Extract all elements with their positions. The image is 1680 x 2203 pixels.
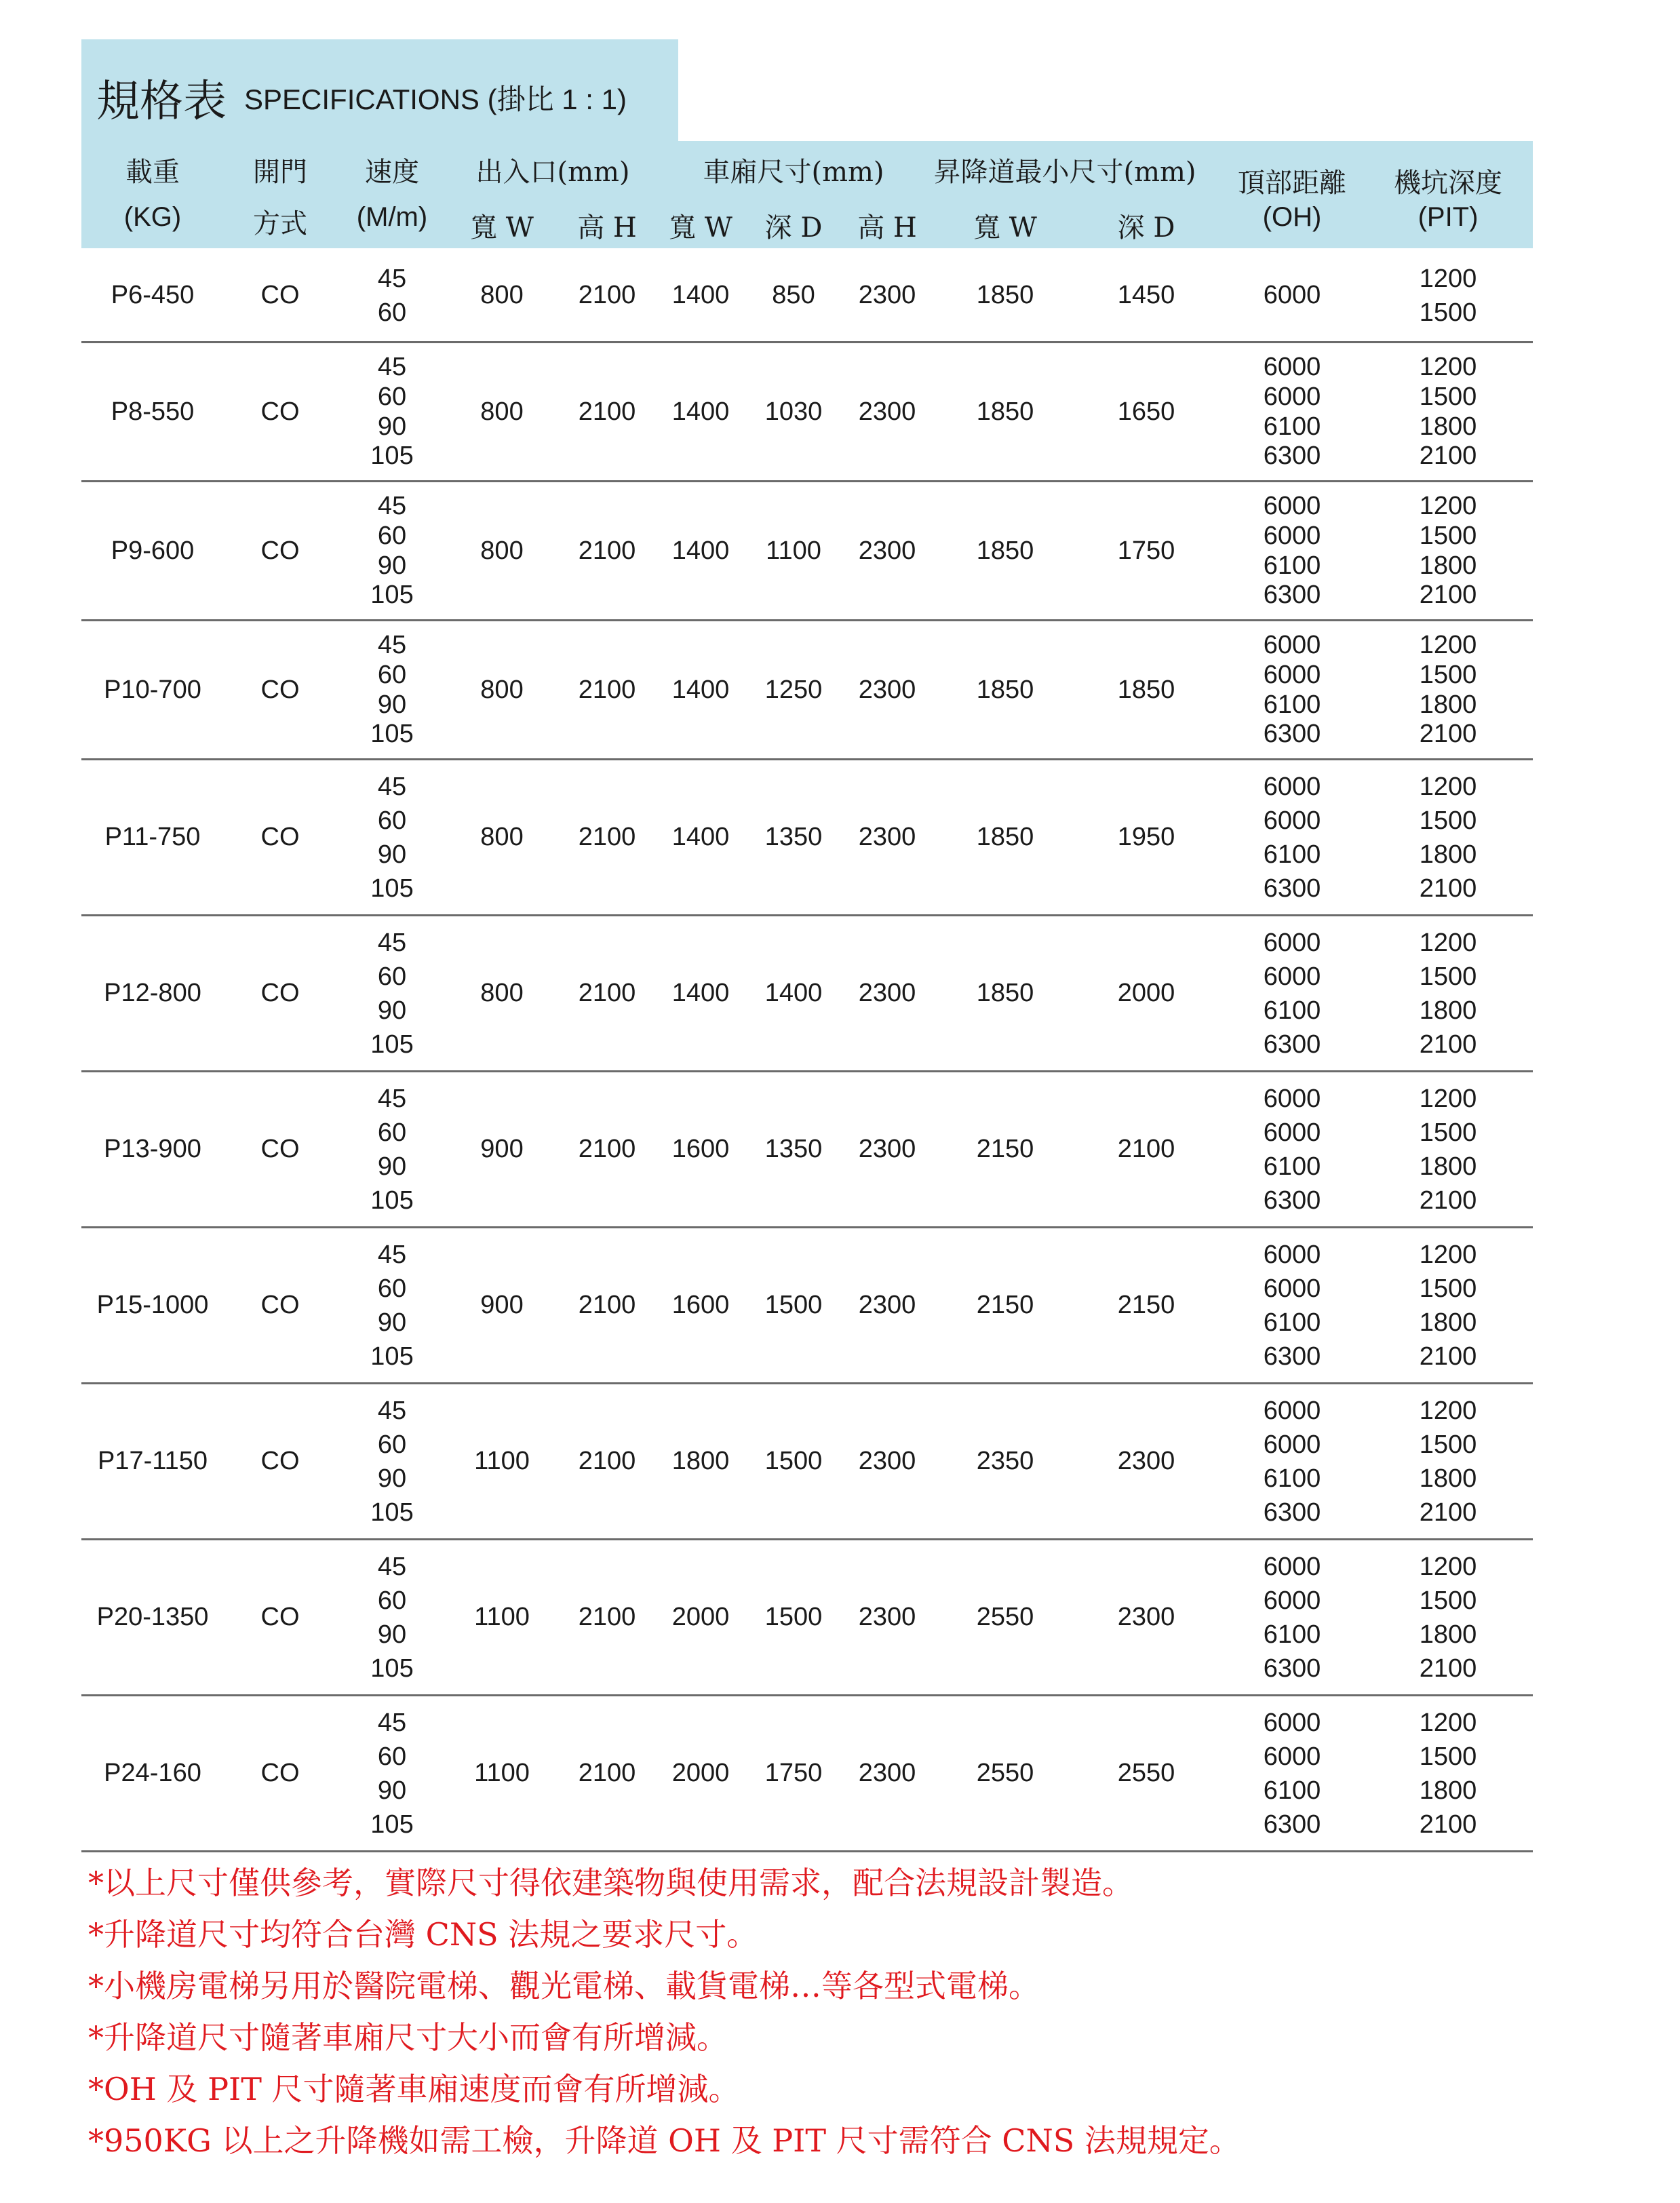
speed-list-value: 60 — [377, 298, 407, 327]
cell-model: P12-800 — [104, 979, 201, 1007]
row-divider — [81, 758, 1533, 760]
pit-list-value: 1500 — [1419, 298, 1477, 327]
oh-list-value: 6300 — [1263, 1030, 1321, 1059]
cell-carW: 1400 — [671, 823, 730, 851]
speed-list-value: 60 — [377, 962, 407, 991]
pit-list-value: 2100 — [1419, 581, 1477, 610]
oh-list-value: 6000 — [1263, 1241, 1321, 1269]
cell-hwW: 1850 — [976, 675, 1034, 704]
cell-hwW: 2150 — [976, 1135, 1034, 1163]
speed-list-value: 60 — [377, 1742, 407, 1771]
speed-list-value: 45 — [377, 1553, 407, 1581]
oh-list-value: 6000 — [1263, 631, 1321, 659]
oh-list-value: 6000 — [1263, 1430, 1321, 1459]
cell-carD: 1750 — [764, 1759, 823, 1787]
speed-list-value: 90 — [377, 996, 407, 1025]
cell-hwW: 2350 — [976, 1447, 1034, 1475]
pit-list-value: 1200 — [1419, 631, 1477, 659]
row-divider — [81, 619, 1533, 621]
note-6: *950KG 以上之升降機如需工檢，升降道 OH 及 PIT 尺寸需符合 CNS 法規規定。 — [88, 2122, 1241, 2159]
cell-door: CO — [260, 397, 300, 426]
cell-carH: 2300 — [858, 397, 916, 426]
pit-list-value: 2100 — [1419, 720, 1477, 749]
cell-door: CO — [260, 1135, 300, 1163]
speed-list-value: 45 — [377, 631, 407, 659]
cell-entH: 2100 — [578, 675, 636, 704]
cell-model: P17-1150 — [98, 1447, 208, 1475]
oh-list-value: 6000 — [1263, 773, 1321, 801]
cell-hwW: 1850 — [976, 536, 1034, 565]
cell-carW: 2000 — [671, 1603, 730, 1631]
speed-list-value: 45 — [377, 773, 407, 801]
speed-list-value: 105 — [370, 720, 414, 749]
cell-carW: 1800 — [671, 1447, 730, 1475]
speed-list-value: 105 — [370, 874, 414, 903]
pit-list-value: 1200 — [1419, 773, 1477, 801]
page-title: 規格表 — [96, 77, 227, 127]
cell-entH: 2100 — [578, 823, 636, 851]
note-1: *以上尺寸僅供參考，實際尺寸得依建築物與使用需求，配合法規設計製造。 — [88, 1865, 1133, 1901]
speed-list-value: 60 — [377, 1586, 407, 1615]
pit-list — [1420, 1082, 1477, 1217]
pit-list-value: 1200 — [1419, 492, 1477, 520]
cell-carH: 2300 — [858, 675, 916, 704]
header-door-2: 方式 — [253, 208, 307, 239]
cell-carD: 1250 — [764, 675, 823, 704]
cell-door: CO — [260, 823, 300, 851]
pit-list — [1420, 353, 1477, 471]
header-car-d: 深 D — [764, 212, 823, 243]
oh-list-value: 6000 — [1263, 492, 1321, 520]
cell-carD: 1500 — [764, 1447, 823, 1475]
cell-model: P15-1000 — [96, 1291, 209, 1319]
oh-list-value: 6000 — [1263, 382, 1321, 411]
pit-list-value: 1800 — [1419, 996, 1477, 1025]
speed-list-value: 105 — [370, 1654, 414, 1683]
oh-list-value: 6000 — [1263, 1742, 1321, 1771]
oh-list-value: 6000 — [1263, 1085, 1321, 1113]
pit-list — [1420, 770, 1477, 905]
pit-list-value: 1200 — [1419, 264, 1477, 293]
cell-entW: 900 — [480, 1135, 524, 1163]
cell-carH: 2300 — [858, 536, 916, 565]
pit-list — [1420, 492, 1477, 610]
row-divider — [81, 1226, 1533, 1228]
pit-list — [1420, 1394, 1477, 1529]
pit-list — [1420, 262, 1477, 330]
cell-entW: 1100 — [474, 1759, 530, 1787]
pit-list-value: 1800 — [1419, 551, 1477, 580]
header-load: 載重 — [125, 157, 180, 188]
oh-list — [1264, 492, 1321, 610]
cell-entW: 800 — [480, 536, 524, 565]
header-pit: 機坑深度 — [1394, 168, 1502, 199]
speed-list-value: 105 — [370, 442, 414, 471]
cell-carH: 2300 — [858, 1135, 916, 1163]
row-divider — [81, 480, 1533, 482]
oh-list-value: 6100 — [1263, 1464, 1321, 1493]
oh-list-value: 6100 — [1263, 996, 1321, 1025]
speed-list-value: 60 — [377, 382, 407, 411]
speed-list-value: 45 — [377, 492, 407, 520]
cell-model: P8-550 — [111, 397, 195, 426]
row-divider — [81, 914, 1533, 916]
speed-list-value: 90 — [377, 1308, 407, 1337]
oh-list — [1264, 770, 1321, 905]
cell-hwW: 1850 — [976, 397, 1034, 426]
pit-list-value: 1200 — [1419, 1085, 1477, 1113]
pit-list — [1420, 1238, 1477, 1373]
oh-list-value: 6000 — [1263, 521, 1321, 550]
oh-list-value: 6100 — [1263, 1152, 1321, 1181]
cell-entH: 2100 — [578, 536, 636, 565]
speed-list — [370, 1706, 413, 1841]
cell-carW: 1400 — [671, 280, 730, 309]
oh-list-value: 6000 — [1263, 929, 1321, 957]
cell-hwW: 1850 — [976, 979, 1034, 1007]
oh-list-value: 6000 — [1263, 1586, 1321, 1615]
row-divider — [81, 1382, 1533, 1384]
table-header — [81, 141, 1533, 248]
pit-list-value: 1500 — [1419, 806, 1477, 835]
speed-list-value: 60 — [377, 1274, 407, 1303]
oh-list — [1264, 926, 1321, 1061]
header-speed: 速度 — [365, 157, 419, 188]
speed-list-value: 90 — [377, 1464, 407, 1493]
speed-list-value: 105 — [370, 581, 414, 610]
cell-hwW: 2550 — [976, 1603, 1034, 1631]
speed-list-value: 90 — [377, 1620, 407, 1649]
pit-list-value: 1500 — [1419, 1118, 1477, 1147]
cell-entW: 1100 — [474, 1603, 530, 1631]
header-oh-unit: (OH) — [1262, 202, 1322, 232]
header-speed-unit: (M/m) — [356, 202, 428, 232]
cell-entW: 800 — [480, 675, 524, 704]
oh-list-value: 6000 — [1263, 1274, 1321, 1303]
speed-list-value: 105 — [370, 1498, 414, 1527]
row-divider — [81, 1070, 1533, 1072]
cell-carH: 2300 — [858, 1291, 916, 1319]
cell-entH: 2100 — [578, 1759, 636, 1787]
cell-carH: 2300 — [858, 1603, 916, 1631]
cell-hwW: 2550 — [976, 1759, 1034, 1787]
cell-hwW: 1850 — [976, 280, 1034, 309]
pit-list — [1420, 1550, 1477, 1685]
oh-list-value: 6000 — [1263, 806, 1321, 835]
pit-list-value: 1800 — [1419, 1620, 1477, 1649]
oh-list-value: 6000 — [1263, 660, 1321, 689]
oh-list-value: 6100 — [1263, 551, 1321, 580]
oh-list-value: 6300 — [1263, 1342, 1321, 1371]
cell-entW: 1100 — [474, 1447, 530, 1475]
speed-list-value: 60 — [377, 660, 407, 689]
speed-list-value: 105 — [370, 1186, 414, 1215]
pit-list-value: 1200 — [1419, 1709, 1477, 1737]
oh-list-value: 6300 — [1263, 874, 1321, 903]
pit-list-value: 1200 — [1419, 1397, 1477, 1425]
pit-list-value: 1200 — [1419, 929, 1477, 957]
cell-entW: 800 — [480, 823, 524, 851]
cell-door: CO — [260, 1759, 300, 1787]
pit-list-value: 2100 — [1419, 442, 1477, 471]
cell-entH: 2100 — [578, 1135, 636, 1163]
header-car-w: 寬 W — [669, 212, 732, 243]
title-tab — [81, 39, 678, 141]
pit-list-value: 1500 — [1419, 1586, 1477, 1615]
cell-carD: 1500 — [764, 1603, 823, 1631]
header-entrance: 出入口(mm) — [475, 157, 630, 188]
speed-list — [370, 353, 413, 471]
speed-list-value: 105 — [370, 1810, 414, 1839]
oh-list-value: 6000 — [1263, 962, 1321, 991]
cell-model: P11-750 — [104, 823, 201, 851]
notes — [88, 1857, 1241, 2166]
cell-carW: 1600 — [671, 1291, 730, 1319]
pit-list-value: 1800 — [1419, 690, 1477, 719]
oh-list — [1264, 1394, 1321, 1529]
header-entrance-w: 寬 W — [470, 212, 534, 243]
cell-hwW: 2150 — [976, 1291, 1034, 1319]
cell-door: CO — [260, 979, 300, 1007]
oh-list-value: 6000 — [1263, 353, 1321, 381]
speed-list-value: 90 — [377, 412, 407, 441]
oh-list-value: 6300 — [1263, 581, 1321, 610]
cell-hwD: 1750 — [1117, 536, 1175, 565]
pit-list-value: 1800 — [1419, 412, 1477, 441]
speed-list — [370, 1238, 413, 1373]
pit-list-value: 1200 — [1419, 353, 1477, 381]
speed-list-value: 90 — [377, 1776, 407, 1805]
cell-hwD: 1650 — [1117, 397, 1175, 426]
oh-list-value: 6100 — [1263, 1308, 1321, 1337]
pit-list-value: 1800 — [1419, 1464, 1477, 1493]
header-hoistway: 昇降道最小尺寸(mm) — [933, 157, 1196, 188]
pit-list-value: 1500 — [1419, 962, 1477, 991]
pit-list-value: 1500 — [1419, 660, 1477, 689]
cell-entW: 900 — [480, 1291, 524, 1319]
cell-entH: 2100 — [578, 1447, 636, 1475]
pit-list-value: 1500 — [1419, 1430, 1477, 1459]
cell-door: CO — [260, 280, 300, 309]
header-hoistway-w: 寬 W — [973, 212, 1037, 243]
cell-hwW: 1850 — [976, 823, 1034, 851]
row-divider — [81, 1538, 1533, 1540]
speed-list-value: 45 — [377, 1085, 407, 1113]
cell-door: CO — [260, 1291, 300, 1319]
pit-list-value: 1500 — [1419, 521, 1477, 550]
cell-carH: 2300 — [858, 1759, 916, 1787]
cell-hwD: 2100 — [1117, 1135, 1175, 1163]
speed-list-value: 45 — [377, 1709, 407, 1737]
oh-list — [1264, 631, 1321, 749]
cell-entH: 2100 — [578, 397, 636, 426]
cell-model: P13-900 — [104, 1135, 201, 1163]
cell-carH: 2300 — [858, 823, 916, 851]
pit-list-value: 2100 — [1419, 1654, 1477, 1683]
oh-list-value: 6300 — [1263, 1810, 1321, 1839]
speed-list — [378, 262, 406, 330]
cell-hwD: 2300 — [1117, 1603, 1175, 1631]
cell-carD: 1100 — [766, 536, 821, 565]
cell-entW: 800 — [480, 979, 524, 1007]
cell-carH: 2300 — [858, 280, 916, 309]
pit-list-value: 1200 — [1419, 1241, 1477, 1269]
oh-list — [1264, 1238, 1321, 1373]
cell-entW: 800 — [480, 397, 524, 426]
oh-list-value: 6300 — [1263, 442, 1321, 471]
speed-list-value: 45 — [377, 929, 407, 957]
pit-list — [1420, 926, 1477, 1061]
cell-carD: 1500 — [764, 1291, 823, 1319]
speed-list-value: 105 — [370, 1342, 414, 1371]
speed-list-value: 45 — [377, 353, 407, 381]
cell-carW: 1600 — [671, 1135, 730, 1163]
speed-list-value: 45 — [377, 264, 407, 293]
oh-list — [1264, 1706, 1321, 1841]
cell-carD: 1350 — [764, 1135, 823, 1163]
cell-entH: 2100 — [578, 1603, 636, 1631]
cell-door: CO — [260, 675, 300, 704]
oh-list — [1264, 258, 1321, 332]
oh-list-value: 6000 — [1263, 1397, 1321, 1425]
oh-list — [1264, 353, 1321, 471]
cell-hwD: 1450 — [1117, 280, 1175, 309]
row-divider — [81, 1850, 1533, 1852]
pit-list — [1420, 631, 1477, 749]
pit-list-value: 1500 — [1419, 1274, 1477, 1303]
cell-carD: 1400 — [764, 979, 823, 1007]
oh-list-value: 6100 — [1263, 690, 1321, 719]
cell-hwD: 2550 — [1117, 1759, 1175, 1787]
cell-carW: 1400 — [671, 536, 730, 565]
pit-list-value: 2100 — [1419, 1342, 1477, 1371]
cell-hwD: 2150 — [1117, 1291, 1175, 1319]
speed-list-value: 60 — [377, 1430, 407, 1459]
cell-carD: 1350 — [764, 823, 823, 851]
cell-carH: 2300 — [858, 1447, 916, 1475]
speed-list-value: 90 — [377, 1152, 407, 1181]
oh-list-value: 6300 — [1263, 1498, 1321, 1527]
speed-list-value: 60 — [377, 521, 407, 550]
cell-hwD: 2000 — [1117, 979, 1175, 1007]
speed-list-value: 105 — [370, 1030, 414, 1059]
cell-model: P20-1350 — [96, 1603, 209, 1631]
speed-list — [370, 492, 413, 610]
cell-hwD: 2300 — [1117, 1447, 1175, 1475]
oh-list-value: 6300 — [1263, 1654, 1321, 1683]
cell-carW: 1400 — [671, 397, 730, 426]
speed-list — [370, 1550, 413, 1685]
oh-list-value: 6000 — [1263, 1709, 1321, 1737]
speed-list-value: 90 — [377, 551, 407, 580]
pit-list-value: 1200 — [1419, 1553, 1477, 1581]
cell-entH: 2100 — [578, 1291, 636, 1319]
speed-list-value: 60 — [377, 806, 407, 835]
speed-list-value: 60 — [377, 1118, 407, 1147]
pit-list-value: 2100 — [1419, 1186, 1477, 1215]
oh-list-value: 6000 — [1263, 281, 1321, 309]
speed-list — [370, 770, 413, 905]
oh-list-value: 6100 — [1263, 1620, 1321, 1649]
note-4: *升降道尺寸隨著車廂尺寸大小而會有所增減。 — [88, 2019, 728, 2056]
note-3: *小機房電梯另用於醫院電梯、觀光電梯、載貨電梯…等各型式電梯。 — [88, 1968, 1040, 2004]
pit-list-value: 1800 — [1419, 1308, 1477, 1337]
oh-list — [1264, 1550, 1321, 1685]
cell-model: P10-700 — [104, 675, 201, 704]
pit-list-value: 2100 — [1419, 1498, 1477, 1527]
oh-list-value: 6100 — [1263, 840, 1321, 869]
cell-carW: 2000 — [671, 1759, 730, 1787]
speed-list-value: 45 — [377, 1241, 407, 1269]
cell-door: CO — [260, 1603, 300, 1631]
pit-list-value: 1500 — [1419, 382, 1477, 411]
page-subtitle: SPECIFICATIONS (掛比 1 : 1) — [244, 83, 627, 115]
pit-list-value: 2100 — [1419, 874, 1477, 903]
header-entrance-h: 高 H — [577, 212, 637, 243]
pit-list-value: 1800 — [1419, 1152, 1477, 1181]
pit-list-value: 1800 — [1419, 1776, 1477, 1805]
cell-carD: 850 — [772, 280, 815, 309]
header-car: 車廂尺寸(mm) — [703, 157, 884, 188]
speed-list — [370, 631, 413, 749]
row-divider — [81, 341, 1533, 343]
note-5: *OH 及 PIT 尺寸隨著車廂速度而會有所增減。 — [88, 2071, 740, 2107]
row-divider — [81, 1694, 1533, 1696]
cell-door: CO — [260, 536, 300, 565]
speed-list — [370, 1394, 413, 1529]
cell-carH: 2300 — [858, 979, 916, 1007]
header-oh: 頂部距離 — [1238, 168, 1346, 199]
oh-list — [1264, 1082, 1321, 1217]
header-load-unit: (KG) — [123, 202, 182, 232]
speed-list-value: 45 — [377, 1397, 407, 1425]
header-car-h: 高 H — [857, 212, 917, 243]
header-pit-unit: (PIT) — [1418, 202, 1479, 232]
oh-list-value: 6000 — [1263, 1553, 1321, 1581]
oh-list-value: 6000 — [1263, 1118, 1321, 1147]
speed-list-value: 90 — [377, 840, 407, 869]
cell-door: CO — [260, 1447, 300, 1475]
cell-carD: 1030 — [764, 397, 823, 426]
oh-list-value: 6100 — [1263, 1776, 1321, 1805]
cell-entH: 2100 — [578, 280, 636, 309]
cell-hwD: 1950 — [1117, 823, 1175, 851]
cell-entH: 2100 — [578, 979, 636, 1007]
header-door: 開門 — [253, 157, 307, 188]
pit-list-value: 1800 — [1419, 840, 1477, 869]
oh-list-value: 6100 — [1263, 412, 1321, 441]
cell-carW: 1400 — [671, 675, 730, 704]
pit-list — [1420, 1706, 1477, 1841]
oh-list-value: 6300 — [1263, 1186, 1321, 1215]
pit-list-value: 2100 — [1419, 1030, 1477, 1059]
speed-list — [370, 1082, 413, 1217]
cell-model: P6-450 — [111, 280, 195, 309]
cell-entW: 800 — [480, 280, 524, 309]
pit-list-value: 1500 — [1419, 1742, 1477, 1771]
cell-model: P9-600 — [111, 536, 195, 565]
speed-list-value: 90 — [377, 690, 407, 719]
cell-hwD: 1850 — [1117, 675, 1175, 704]
note-2: *升降道尺寸均符合台灣 CNS 法規之要求尺寸。 — [88, 1916, 758, 1953]
header-hoistway-d: 深 D — [1117, 212, 1175, 243]
cell-model: P24-160 — [104, 1759, 201, 1787]
speed-list — [370, 926, 413, 1061]
pit-list-value: 2100 — [1419, 1810, 1477, 1839]
cell-carW: 1400 — [671, 979, 730, 1007]
oh-list-value: 6300 — [1263, 720, 1321, 749]
